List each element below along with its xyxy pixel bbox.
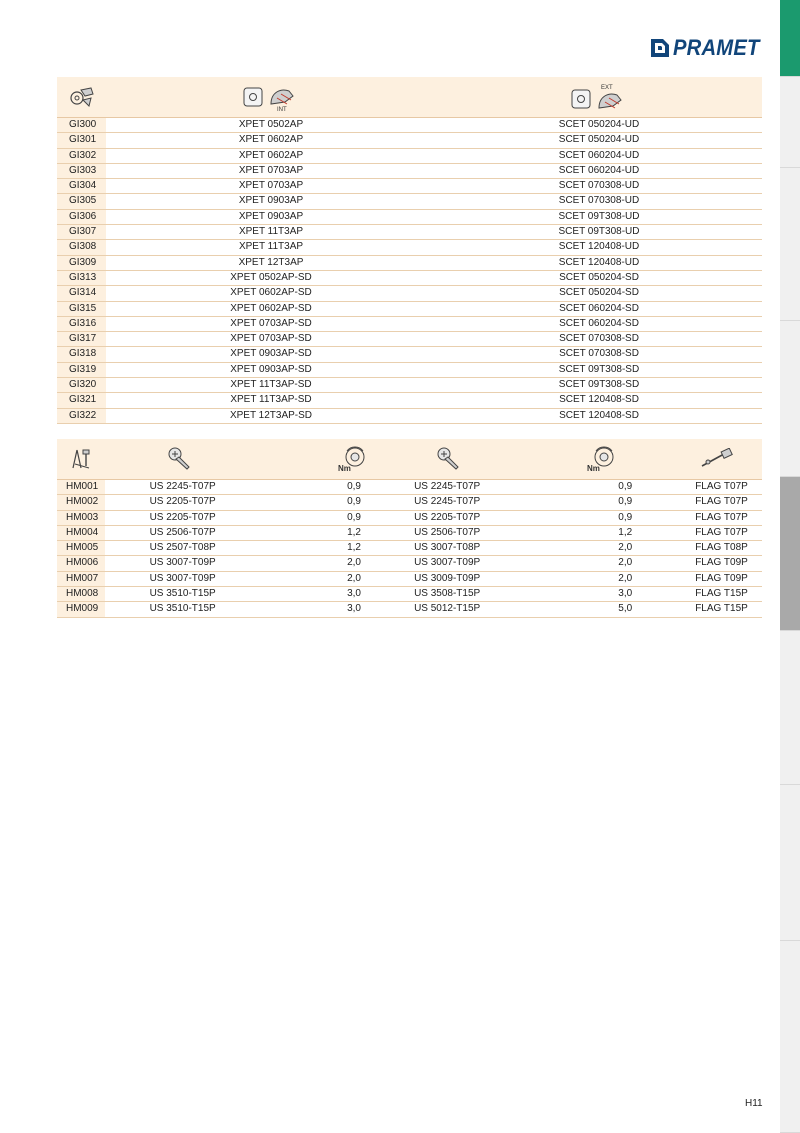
brand-name: PRAMET <box>673 35 760 60</box>
clamp-code: GI313 <box>57 270 106 285</box>
external-insert: SCET 050204-SD <box>436 286 762 301</box>
screw-a: US 2205-T07P <box>105 510 232 525</box>
internal-insert: XPET 0602AP-SD <box>106 286 436 301</box>
key: FLAG T15P <box>632 587 762 602</box>
table-row <box>57 148 762 163</box>
external-insert: SCET 050204-SD <box>436 270 762 285</box>
external-insert: SCET 060204-UD <box>436 148 762 163</box>
screw-b: US 3007-T08P <box>370 541 514 556</box>
internal-insert: XPET 0602AP <box>106 133 436 148</box>
screw-a: US 2506-T07P <box>105 525 232 540</box>
clamp-code: GI319 <box>57 362 106 377</box>
clamp-code: GI322 <box>57 408 106 423</box>
clamp-code: GI303 <box>57 163 106 178</box>
table-row <box>57 362 762 377</box>
clamp-code: GI301 <box>57 133 106 148</box>
table-row <box>57 240 762 255</box>
table-row <box>57 286 762 301</box>
table-row <box>57 163 762 178</box>
internal-insert: XPET 11T3AP-SD <box>106 393 436 408</box>
set-code: HM003 <box>57 510 105 525</box>
table-row <box>57 587 762 602</box>
key: FLAG T07P <box>632 525 762 540</box>
screw-icon <box>167 445 193 473</box>
internal-insert: XPET 0703AP-SD <box>106 316 436 331</box>
external-insert: SCET 060204-UD <box>436 163 762 178</box>
external-insert: SCET 09T308-UD <box>436 209 762 224</box>
external-insert: SCET 060204-SD <box>436 316 762 331</box>
table-row <box>57 133 762 148</box>
table-row <box>57 408 762 423</box>
external-insert: SCET 09T308-SD <box>436 362 762 377</box>
clamp-code: GI316 <box>57 316 106 331</box>
clamp-code: GI318 <box>57 347 106 362</box>
screw-b: US 2245-T07P <box>370 480 514 495</box>
table-row <box>57 495 762 510</box>
chapter-tab[interactable] <box>780 77 800 168</box>
screw-b: US 2205-T07P <box>370 510 514 525</box>
torque-b: 2,0 <box>514 556 632 571</box>
torque-a: 0,9 <box>231 495 370 510</box>
torque-icon <box>586 445 618 473</box>
external-insert: SCET 120408-UD <box>436 255 762 270</box>
key: FLAG T15P <box>632 602 762 617</box>
set-code: HM008 <box>57 587 105 602</box>
table-row <box>57 332 762 347</box>
external-insert: SCET 050204-UD <box>436 133 762 148</box>
table-row <box>57 316 762 331</box>
chapter-tab[interactable] <box>780 168 800 321</box>
set-code: HM001 <box>57 480 105 495</box>
torque-b: 0,9 <box>514 495 632 510</box>
table-row <box>57 347 762 362</box>
clamp-code: GI309 <box>57 255 106 270</box>
table-row <box>57 378 762 393</box>
chapter-tab[interactable] <box>780 785 800 941</box>
tool-set-icon <box>69 446 95 472</box>
torque-b: 0,9 <box>514 480 632 495</box>
screw-b: US 3508-T15P <box>370 587 514 602</box>
clamp-code: GI306 <box>57 209 106 224</box>
pramet-logo-mark-icon <box>650 37 670 59</box>
torque-b: 2,0 <box>514 541 632 556</box>
clamp-code: GI307 <box>57 225 106 240</box>
torque-b: 2,0 <box>514 571 632 586</box>
screw-b: US 3009-T09P <box>370 571 514 586</box>
set-code: HM005 <box>57 541 105 556</box>
internal-insert: XPET 0703AP-SD <box>106 332 436 347</box>
set-code: HM007 <box>57 571 105 586</box>
table-row <box>57 225 762 240</box>
screw-b: US 3007-T09P <box>370 556 514 571</box>
internal-insert: XPET 11T3AP <box>106 225 436 240</box>
chapter-tab[interactable] <box>780 941 800 1133</box>
table-row <box>57 556 762 571</box>
screw-a: US 3007-T09P <box>105 556 232 571</box>
chapter-tab-active[interactable] <box>780 0 800 77</box>
clamp-code: GI315 <box>57 301 106 316</box>
internal-insert: XPET 0602AP-SD <box>106 301 436 316</box>
table-row <box>57 525 762 540</box>
torque-a: 3,0 <box>231 602 370 617</box>
key: FLAG T07P <box>632 510 762 525</box>
clamp-code: GI321 <box>57 393 106 408</box>
table-header-row <box>57 439 762 480</box>
tool-parts-table <box>57 439 762 618</box>
internal-insert: XPET 0703AP <box>106 179 436 194</box>
set-code: HM006 <box>57 556 105 571</box>
key: FLAG T09P <box>632 571 762 586</box>
table-row <box>57 541 762 556</box>
insert-external-icon <box>569 82 629 112</box>
table-row <box>57 571 762 586</box>
table-row <box>57 393 762 408</box>
external-insert: SCET 09T308-UD <box>436 225 762 240</box>
clamp-icon <box>69 84 95 110</box>
internal-insert: XPET 0703AP <box>106 163 436 178</box>
chapter-tab[interactable] <box>780 321 800 477</box>
torque-a: 2,0 <box>231 556 370 571</box>
key: FLAG T08P <box>632 541 762 556</box>
clamp-code: GI302 <box>57 148 106 163</box>
table-row <box>57 179 762 194</box>
external-insert: SCET 120408-UD <box>436 240 762 255</box>
screw-b: US 2245-T07P <box>370 495 514 510</box>
external-insert: SCET 120408-SD <box>436 408 762 423</box>
external-insert: SCET 070308-SD <box>436 332 762 347</box>
torque-b: 0,9 <box>514 510 632 525</box>
clamp-code: GI314 <box>57 286 106 301</box>
torque-a: 0,9 <box>231 480 370 495</box>
ext-label: EXT <box>601 85 613 91</box>
internal-insert: XPET 11T3AP <box>106 240 436 255</box>
screw-icon <box>436 445 462 473</box>
torque-a: 0,9 <box>231 510 370 525</box>
clamp-code: GI317 <box>57 332 106 347</box>
table-row <box>57 194 762 209</box>
nm-label: Nm <box>338 464 351 473</box>
external-insert: SCET 050204-UD <box>436 118 762 133</box>
table-row <box>57 480 762 495</box>
chapter-tab[interactable] <box>780 631 800 785</box>
internal-insert: XPET 0903AP <box>106 209 436 224</box>
internal-insert: XPET 12T3AP-SD <box>106 408 436 423</box>
key-icon <box>700 448 734 470</box>
table-row <box>57 510 762 525</box>
chapter-tabs <box>780 0 800 1132</box>
torque-a: 1,2 <box>231 541 370 556</box>
table-row <box>57 301 762 316</box>
external-insert: SCET 070308-UD <box>436 194 762 209</box>
internal-insert: XPET 0903AP-SD <box>106 362 436 377</box>
torque-b: 3,0 <box>514 587 632 602</box>
torque-a: 2,0 <box>231 571 370 586</box>
insert-compatibility-table <box>57 77 762 424</box>
table-row <box>57 209 762 224</box>
internal-insert: XPET 0502AP-SD <box>106 270 436 285</box>
internal-insert: XPET 0602AP <box>106 148 436 163</box>
int-label: INT <box>277 107 287 112</box>
nm-label: Nm <box>587 464 601 473</box>
key: FLAG T09P <box>632 556 762 571</box>
key: FLAG T07P <box>632 495 762 510</box>
screw-a: US 2245-T07P <box>105 480 232 495</box>
torque-a: 3,0 <box>231 587 370 602</box>
screw-a: US 3510-T15P <box>105 602 232 617</box>
chapter-tab-current[interactable] <box>780 477 800 631</box>
internal-insert: XPET 0903AP <box>106 194 436 209</box>
screw-b: US 5012-T15P <box>370 602 514 617</box>
clamp-code: GI308 <box>57 240 106 255</box>
torque-icon <box>337 445 369 473</box>
screw-a: US 3007-T09P <box>105 571 232 586</box>
external-insert: SCET 070308-UD <box>436 179 762 194</box>
external-insert: SCET 09T308-SD <box>436 378 762 393</box>
key: FLAG T07P <box>632 480 762 495</box>
set-code: HM002 <box>57 495 105 510</box>
clamp-code: GI320 <box>57 378 106 393</box>
table-row <box>57 270 762 285</box>
internal-insert: XPET 0903AP-SD <box>106 347 436 362</box>
table-row <box>57 602 762 617</box>
table-row <box>57 255 762 270</box>
pramet-logo <box>650 36 767 60</box>
screw-a: US 2507-T08P <box>105 541 232 556</box>
table-header-row <box>57 77 762 118</box>
torque-b: 5,0 <box>514 602 632 617</box>
clamp-code: GI305 <box>57 194 106 209</box>
screw-a: US 2205-T07P <box>105 495 232 510</box>
set-code: HM004 <box>57 525 105 540</box>
external-insert: SCET 120408-SD <box>436 393 762 408</box>
torque-a: 1,2 <box>231 525 370 540</box>
internal-insert: XPET 0502AP <box>106 118 436 133</box>
internal-insert: XPET 11T3AP-SD <box>106 378 436 393</box>
screw-a: US 3510-T15P <box>105 587 232 602</box>
clamp-code: GI300 <box>57 118 106 133</box>
clamp-code: GI304 <box>57 179 106 194</box>
insert-internal-icon <box>241 82 301 112</box>
external-insert: SCET 070308-SD <box>436 347 762 362</box>
page-number: H11 <box>745 1098 763 1109</box>
torque-b: 1,2 <box>514 525 632 540</box>
table-row <box>57 118 762 133</box>
screw-b: US 2506-T07P <box>370 525 514 540</box>
external-insert: SCET 060204-SD <box>436 301 762 316</box>
set-code: HM009 <box>57 602 105 617</box>
internal-insert: XPET 12T3AP <box>106 255 436 270</box>
